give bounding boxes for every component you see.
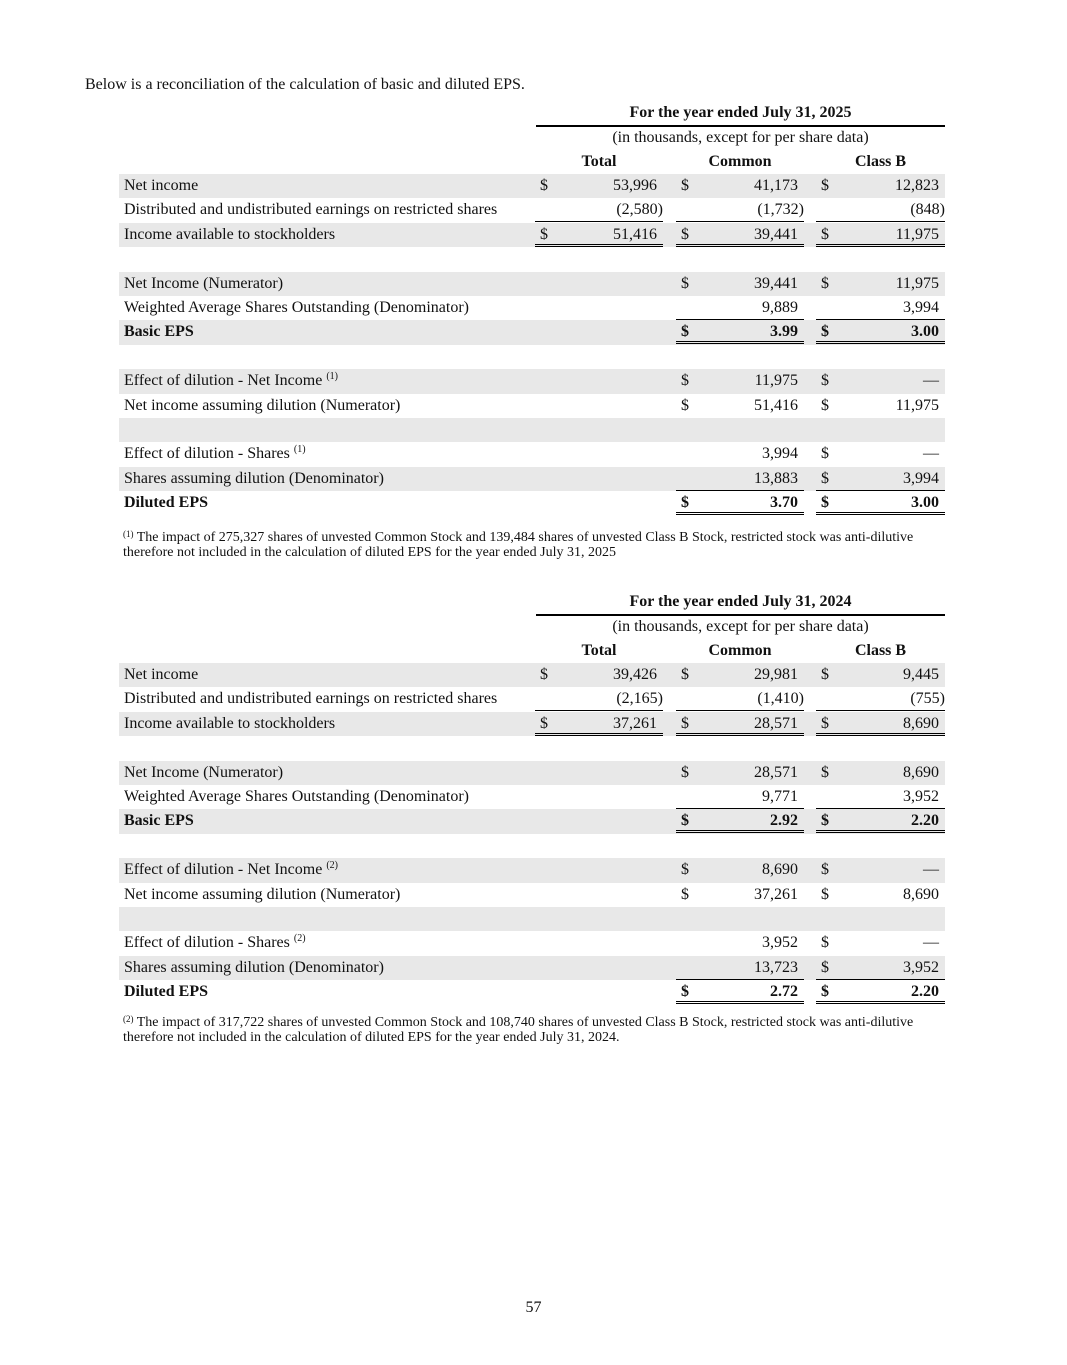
common-cell: $ 3.99 (676, 320, 804, 344)
common-cell: $ 2.92 (676, 809, 804, 833)
common-cell: $ 29,981 (681, 666, 798, 683)
total-cell: (2,580) (535, 198, 663, 222)
classb-cell: $ 11,975 (821, 274, 939, 292)
classb-cell: $ 3,994 (816, 467, 945, 491)
common-cell: 13,883 (676, 467, 804, 491)
common-cell: 3,994 (762, 445, 798, 463)
col-header-classb: Class B (854, 153, 907, 170)
table-row (119, 809, 945, 833)
total-cell: (2,165) (535, 687, 663, 711)
classb-cell: $ 8,690 (821, 885, 939, 903)
row-label: Net Income (Numerator) (124, 763, 284, 781)
intro-text: Below is a reconciliation of the calculation of basic and diluted EPS. (85, 76, 525, 93)
common-cell: 3,952 (762, 934, 798, 952)
row-label: Diluted EPS (124, 983, 209, 1001)
row-label: Shares assuming dilution (Denominator) (124, 469, 384, 487)
row-label: Net income assuming dilution (Numerator) (124, 396, 401, 414)
spacer-row (119, 736, 945, 760)
spacer-row (119, 418, 945, 442)
col-header-total: Total (581, 642, 617, 659)
common-cell: $ 3.70 (676, 491, 804, 515)
classb-cell: $ 2.20 (816, 980, 945, 1004)
classb-cell: 3,994 (816, 296, 945, 320)
common-cell: $ 37,261 (681, 885, 798, 903)
classb-cell: $ 12,823 (821, 177, 939, 194)
table-row (119, 761, 945, 785)
common-cell: $ 11,975 (681, 372, 798, 390)
common-cell: $ 51,416 (681, 396, 798, 414)
common-cell: 9,889 (676, 296, 804, 320)
table-row (119, 394, 945, 418)
common-cell: (1,732) (676, 198, 804, 222)
classb-cell: (848) (816, 198, 945, 222)
row-label: Weighted Average Shares Outstanding (Denominator) (124, 298, 469, 316)
classb-cell: $ — (821, 861, 939, 879)
row-label: Effect of dilution - Net Income $^{(2)}$ (124, 860, 338, 879)
row-label: Net income (124, 666, 199, 683)
footnote-2025: $^{(1)}$ The impact of 275,327 shares of unvested Common Stock and 139,484 shares of unvested Class B Stock, restricted stock was anti-dilutive therefore not included in the calculation of diluted EPS for the year ended July 31, 2025 (123, 529, 914, 560)
classb-cell: $ — (821, 372, 939, 390)
classb-cell: $ 9,445 (821, 666, 939, 683)
common-cell: $ 28,571 (676, 712, 804, 736)
row-label: Income available to stockholders (124, 225, 336, 243)
row-label: Effect of dilution - Shares $^{(2)}$ (124, 933, 306, 952)
spacer-row (119, 907, 945, 931)
col-header-common: Common (708, 153, 772, 170)
table-row (119, 980, 945, 1004)
total-cell: $ 53,996 (540, 177, 657, 194)
classb-cell: $ 3,952 (816, 956, 945, 980)
classb-cell: $ 11,975 (816, 223, 945, 247)
classb-cell: $ 8,690 (816, 712, 945, 736)
row-label: Shares assuming dilution (Denominator) (124, 958, 384, 976)
total-cell: $ 51,416 (535, 223, 663, 247)
common-cell: $ 39,441 (676, 223, 804, 247)
table-row (119, 467, 945, 491)
row-label: Basic EPS (124, 323, 194, 341)
table-row (119, 174, 945, 198)
table-row (119, 931, 945, 955)
common-cell: $ 28,571 (681, 763, 798, 781)
row-label: Effect of dilution - Net Income $^{(1)}$ (124, 371, 338, 390)
row-label: Income available to stockholders (124, 714, 336, 732)
col-header-classb: Class B (854, 642, 907, 659)
row-label: Net Income (Numerator) (124, 274, 284, 292)
table-row (119, 956, 945, 980)
classb-cell: $ — (821, 934, 939, 952)
table-row (119, 223, 945, 247)
classb-cell: $ 3.00 (816, 320, 945, 344)
table-row (119, 663, 945, 687)
row-label: Net income (124, 177, 199, 194)
period-header: For the year ended July 31, 2025 (536, 101, 945, 127)
table-row (119, 320, 945, 344)
classb-cell: $ 11,975 (821, 396, 939, 414)
page-number: 57 (525, 1299, 542, 1316)
spacer-row (119, 247, 945, 271)
table-row (119, 272, 945, 296)
table-row (119, 785, 945, 809)
units-header: (in thousands, except for per share data) (612, 618, 869, 635)
period-header: For the year ended July 31, 2024 (536, 590, 945, 616)
table-row (119, 442, 945, 466)
common-cell: 13,723 (676, 956, 804, 980)
common-cell: $ 8,690 (681, 861, 798, 879)
row-label: Net income assuming dilution (Numerator) (124, 885, 401, 903)
row-label: Distributed and undistributed earnings on restricted shares (124, 201, 498, 219)
table-row (119, 491, 945, 515)
common-cell: $ 39,441 (681, 274, 798, 292)
units-header: (in thousands, except for per share data) (612, 129, 869, 146)
row-label: Weighted Average Shares Outstanding (Denominator) (124, 787, 469, 805)
row-label: Basic EPS (124, 812, 194, 830)
spacer-row (119, 834, 945, 858)
classb-cell: $ 2.20 (816, 809, 945, 833)
classb-cell: 3,952 (816, 785, 945, 809)
col-header-total: Total (581, 153, 617, 170)
table-row (119, 712, 945, 736)
row-label: Diluted EPS (124, 494, 209, 512)
spacer-row (119, 345, 945, 369)
table-row (119, 858, 945, 882)
col-header-common: Common (708, 642, 772, 659)
common-cell: (1,410) (676, 687, 804, 711)
total-cell: $ 37,261 (535, 712, 663, 736)
row-label: Effect of dilution - Shares $^{(1)}$ (124, 444, 306, 463)
common-cell: 9,771 (676, 785, 804, 809)
table-row (119, 296, 945, 320)
classb-cell: $ 3.00 (816, 491, 945, 515)
footnote-2024: $^{(2)}$ The impact of 317,722 shares of unvested Common Stock and 108,740 shares of unvested Class B Stock, restricted stock was anti-dilutive therefore not included in the calculation of diluted EPS for the year ended July 31, 2024. (123, 1014, 914, 1045)
classb-cell: $ 8,690 (821, 763, 939, 781)
common-cell: $ 41,173 (681, 177, 798, 194)
classb-cell: $ — (821, 445, 939, 463)
classb-cell: (755) (816, 687, 945, 711)
table-row (119, 369, 945, 393)
table-row (119, 687, 945, 711)
total-cell: $ 39,426 (540, 666, 657, 683)
row-label: Distributed and undistributed earnings on restricted shares (124, 690, 498, 708)
common-cell: $ 2.72 (676, 980, 804, 1004)
table-row (119, 883, 945, 907)
table-row (119, 198, 945, 222)
